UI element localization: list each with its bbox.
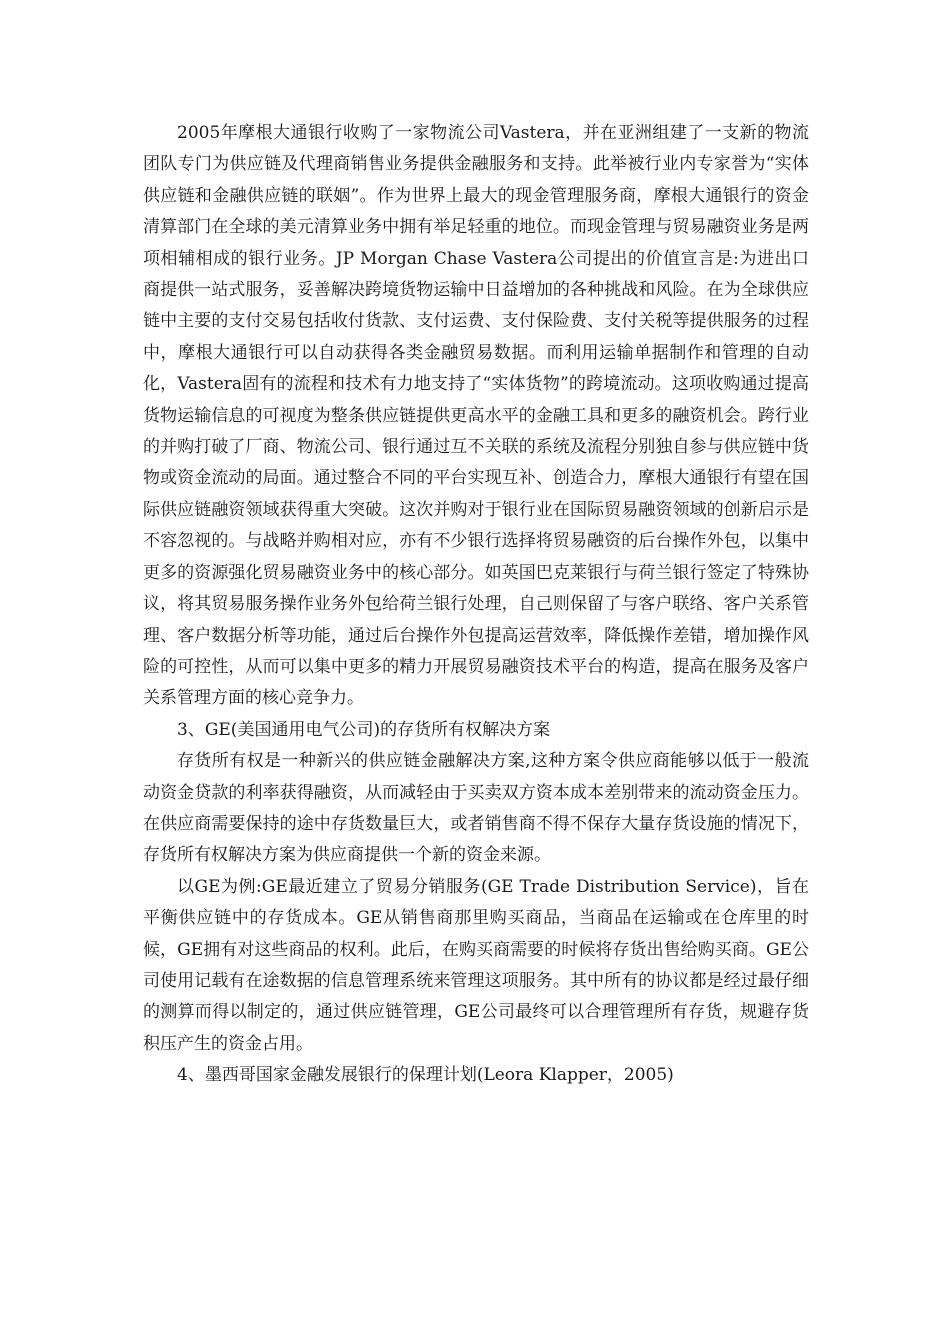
section-heading-mexico: 4、墨西哥国家金融发展银行的保理计划(Leora Klapper，2005) — [177, 1065, 674, 1086]
paragraph-inventory-ownership: 存货所有权是一种新兴的供应链金融解决方案,这种方案令供应商能够以低于一般流动资金贷款的利率获得融资，从而减轻由于买卖双方资本成本差别带来的流动资金压力。在供应商需要保持的途中存货数量巨大，或者销售商不得不保存大量存货设施的情况下，存货所有权解决方案为供应商提供一个新的资金来源。 — [143, 751, 809, 866]
section-heading-ge: 3、GE(美国通用电气公司)的存货所有权解决方案 — [177, 719, 551, 740]
paragraph-jpmorgan-vastera: 2005年摩根大通银行收购了一家物流公司Vastera，并在亚洲组建了一支新的物流团队专门为供应链及代理商销售业务提供金融服务和支持。此举被行业内专家誉为“实体供应链和金融供应链的联姻”。作为世界上最大的现金管理服务商，摩根大通银行的资金清算部门在全球的美元清算业务中拥有举足轻重的地位。而现金管理与贸易融资业务是两项相辅相成的银行业务。JP Morgan Chase Vastera公司提出的价值宣言是:为进出口商提供一站式服务，妥善解决跨境货物运输中日益增加的各种挑战和风险。在为全球供应链中主要的支付交易包括收付货款、支付运费、支付保险费、支付关税等提供服务的过程中，摩根大通银行可以自动获得各类金融贸易数据。而利用运输单据制作和管理的自动化，Vastera固有的流程和技术有力地支持了“实体货物”的跨境流动。这项收购通过提高货物运输信息的可视度为整条供应链提供更高水平的金融工具和更多的融资机会。跨行业的并购打破了厂商、物流公司、银行通过互不关联的系统及流程分别独自参与供应链中货物或资金流动的局面。通过整合不同的平台实现互补、创造合力，摩根大通银行有望在国际供应链融资领域获得重大突破。这次并购对于银行业在国际贸易融资领域的创新启示是不容忽视的。与战略并购相对应，亦有不少银行选择将贸易融资的后台操作外包，以集中更多的资源强化贸易融资业务中的核心部分。如英国巴克莱银行与荷兰银行签定了特殊协议，将其贸易服务操作业务外包给荷兰银行处理，自己则保留了与客户联络、客户关系管理、客户数据分析等功能，通过后台操作外包提高运营效率，降低操作差错，增加操作风险的可控性，从而可以集中更多的精力开展贸易融资技术平台的构造，提高在服务及客户关系管理方面的核心竞争力。 — [143, 123, 809, 709]
document-body — [143, 118, 809, 1092]
paragraph-ge-example: 以GE为例:GE最近建立了贸易分销服务(GE Trade Distribution Service)，旨在平衡供应链中的存货成本。GE从销售商那里购买商品，当商品在运输或在仓库里的时候，GE拥有对这些商品的权利。此后，在购买商需要的时候将存货出售给购买商。GE公司使用记载有在途数据的信息管理系统来管理这项服务。其中所有的协议都是经过最仔细的测算而得以制定的，通过供应链管理，GE公司最终可以合理管理所有存货，规避存货积压产生的资金占用。 — [143, 876, 809, 1054]
